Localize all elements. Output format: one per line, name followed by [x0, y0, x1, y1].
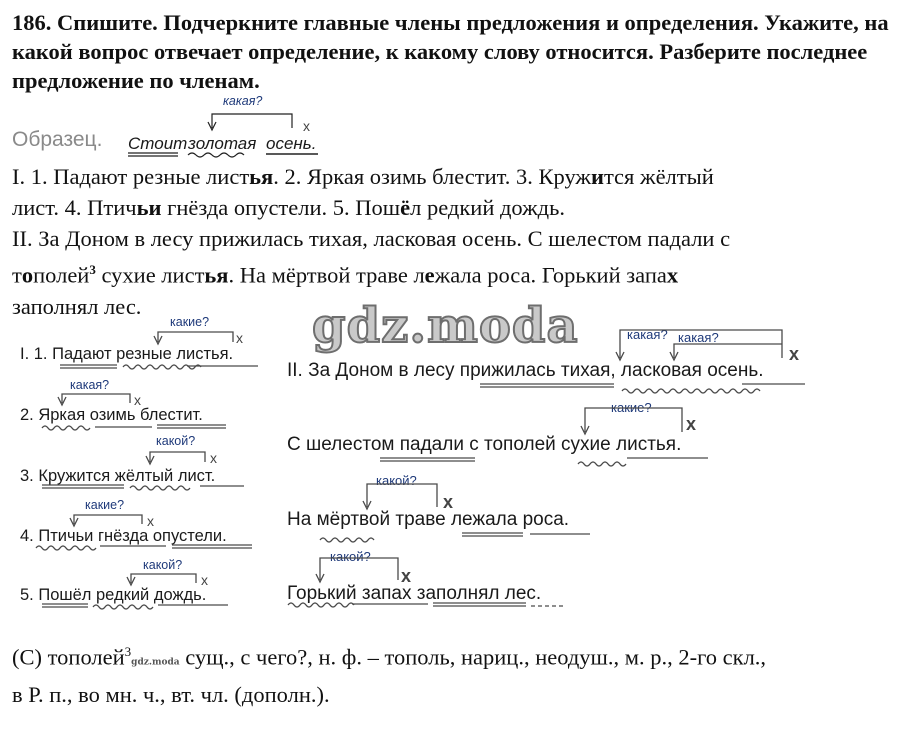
answer-left-4-x: х [147, 513, 154, 529]
part-one-line1: I. 1. Падают резные листья. 2. Яркая озимь блестит. 3. Кружится жёлтый [12, 164, 714, 189]
task-text: Спишите. Подчеркните главные члены предложения и определения. Укажите, на какой вопрос отвечает определение, к какому слову относится. Разберите последнее предложение по членам. [12, 10, 889, 93]
answer-markings [0, 310, 923, 620]
answer-right-1-question-a: какая? [627, 327, 668, 342]
part-one-line2: лист. 4. Птичьи гнёзда опустели. 5. Пошёл редкий дождь. [12, 195, 566, 220]
answer-left-3: 3. Кружится жёлтый лист. [20, 467, 216, 485]
answer-right-2-x: х [686, 414, 697, 434]
sample-question: какая? [223, 94, 263, 108]
sample-label: Образец. [12, 128, 103, 151]
answer-right-2: С шелестом падали с тополей сухие листья. [287, 434, 682, 455]
answer-right-3-x: х [443, 492, 454, 512]
morphology-line1: (С) тополей$^3$gdz.moda сущ., с чего?, н. ф. – тополь, нариц., неодуш., м. р., 2-го скл., [12, 644, 767, 670]
task-statement [12, 8, 917, 95]
morphology-note [12, 636, 917, 711]
answer-right-4: Горький запах заполнял лес. [287, 583, 542, 604]
sample-definition: золотая [188, 134, 257, 153]
answer-left-5: 5. Пошёл редкий дождь. [20, 586, 207, 604]
part-two-line1: II. За Доном в лесу прижилась тихая, ласковая осень. С шелестом падали с [12, 226, 731, 251]
answer-left-5-question: какой? [143, 558, 183, 572]
answer-left-3-question: какой? [156, 434, 196, 448]
answer-right-1: II. За Доном в лесу прижилась тихая, ласковая осень. [287, 360, 764, 381]
answer-left-1-question: какие? [170, 315, 210, 329]
answer-right-3-question: какой? [376, 473, 417, 488]
part-two-line3: заполнял лес. [12, 293, 142, 319]
sample-x-mark: х [303, 118, 310, 134]
task-number: 186. [12, 10, 52, 35]
answer-left-4: 4. Птичьи гнёзда опустели. [20, 527, 227, 545]
sample-block [0, 92, 340, 162]
mini-watermark: gdz.moda [131, 657, 180, 668]
answer-left-5-x: х [201, 572, 208, 588]
answer-right-4-question: какой? [330, 549, 371, 564]
answer-left-4-question: какие? [85, 498, 125, 512]
answer-right-1-x: х [789, 344, 800, 364]
answer-left-2-x: х [134, 392, 141, 408]
part-two-line2: тополей$^3$ сухие листья. На мёртвой траве лежала роса. Горький запах [12, 262, 679, 288]
answer-left-1-x: х [236, 330, 243, 346]
answer-right-4-x: х [401, 566, 412, 586]
answer-right-3: На мёртвой траве лежала роса. [287, 509, 570, 530]
sample-predicate-word: осень. [266, 134, 317, 153]
answer-left-2: 2. Яркая озимь блестит. [20, 406, 203, 424]
answer-left-2-question: какая? [70, 378, 110, 392]
sample-subject: Стоит [128, 134, 188, 153]
answer-right-2-question: какие? [611, 400, 652, 415]
answer-left-1: I. 1. Падают резные листья. [20, 345, 234, 363]
sample-markings [0, 92, 340, 162]
answer-left-3-x: х [210, 450, 217, 466]
morphology-line2: в Р. п., во мн. ч., вт. чл. (дополн.). [12, 681, 330, 707]
watermark-logo: gdz.moda [312, 298, 579, 354]
answer-right-1-question-b: какая? [678, 330, 719, 345]
